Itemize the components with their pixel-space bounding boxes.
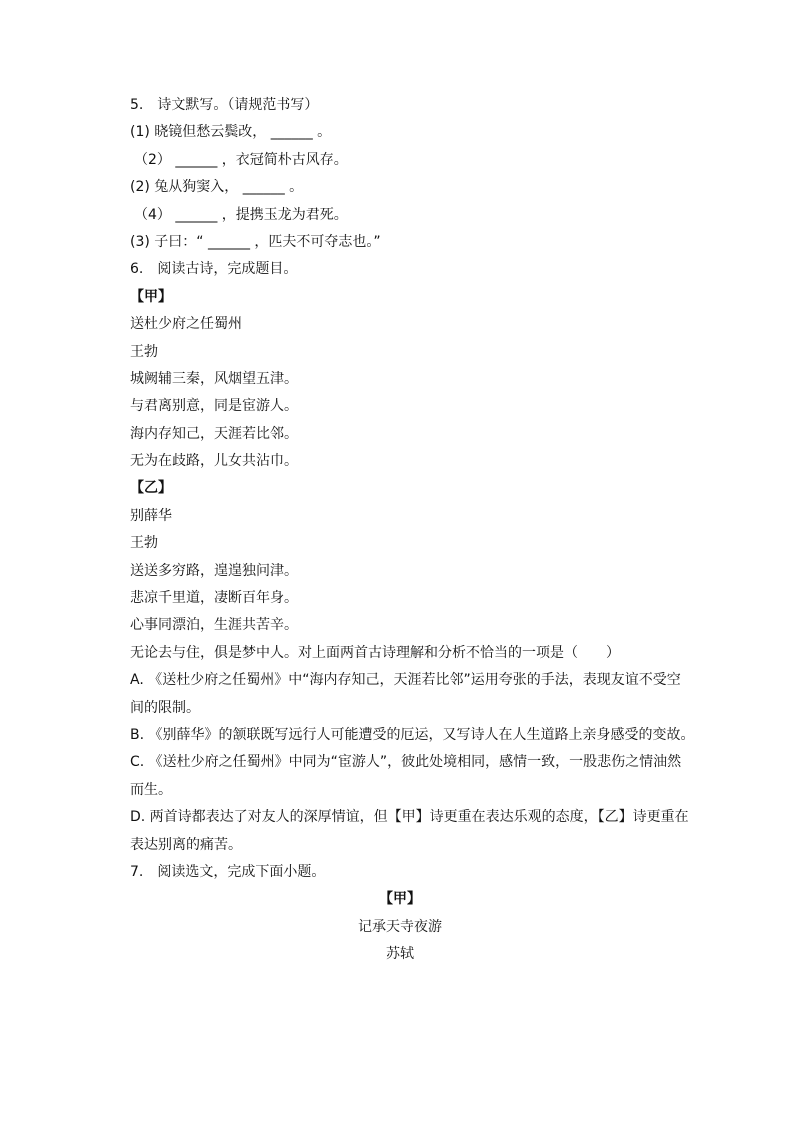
option-a-cont: 间的限制。 [130,699,200,716]
question-6-title: 6. 阅读古诗，完成题目。 [130,261,298,278]
poem-yi-line-2: 悲凉千里道，凄断百年身。 [130,590,298,607]
option-c: C. 《送杜少府之任蜀州》中同为“宦游人”，彼此处境相同，感情一致，一股悲伤之情油然 [130,754,682,771]
poem-yi-line-1: 送送多穷路，遑遑独问津。 [130,562,298,579]
poem-jia-line-1: 城阙辅三秦，风烟望五津。 [130,370,298,387]
text-jia-tag: 【甲】 [379,891,421,908]
option-a: A. 《送杜少府之任蜀州》中“海内存知己，天涯若比邻”运用夸张的手法，表现友谊不受空 [130,672,681,689]
poem-jia-line-4: 无为在歧路，儿女共沾巾。 [130,453,298,470]
option-d: D. 两首诗都表达了对友人的深厚情谊，但【甲】诗更重在表达乐观的态度，【乙】诗更重在 [130,809,689,826]
poem-jia-author: 王勃 [130,343,158,360]
poem-jia-tag: 【甲】 [130,288,172,305]
poem-yi-author: 王勃 [130,535,158,552]
option-d-cont: 表达别离的痛苦。 [130,836,242,853]
text-title: 记承天寺夜游 [358,918,442,935]
q5-item-5: (3) 子曰：“ ______ ，匹夫不可夺志也。” [130,233,381,250]
poem-yi-tag: 【乙】 [130,480,172,497]
option-b: B. 《别薛华》的颔联既写远行人可能遭受的厄运，又写诗人在人生道路上亲身感受的变故。 [130,726,695,743]
poem-jia-line-3: 海内存知己，天涯若比邻。 [130,425,298,442]
q5-item-4: （4） ______ ，提携玉龙为君死。 [134,206,348,223]
poem-jia-title: 送杜少府之任蜀州 [130,316,242,333]
q5-item-1: (1) 晓镜但愁云鬓改， ______ 。 [130,124,332,141]
q5-item-3: (2) 兔从狗窦入， ______ 。 [130,179,304,196]
poem-yi-title: 别薛华 [130,507,172,524]
poem-jia-line-2: 与君离别意，同是宦游人。 [130,398,298,415]
question-7-title: 7. 阅读选文，完成下面小题。 [130,863,326,880]
exam-page [130,92,700,969]
option-c-cont: 而生。 [130,781,172,798]
poem-yi-line-4-question: 无论去与住，俱是梦中人。对上面两首古诗理解和分析不恰当的一项是（ ） [130,644,620,661]
poem-yi-line-3: 心事同漂泊，生涯共苦辛。 [130,617,298,634]
q5-item-2: （2） ______ ，衣冠简朴古风存。 [134,151,348,168]
question-5-title: 5. 诗文默写。（请规范书写） [130,97,319,113]
text-author: 苏轼 [386,946,414,963]
